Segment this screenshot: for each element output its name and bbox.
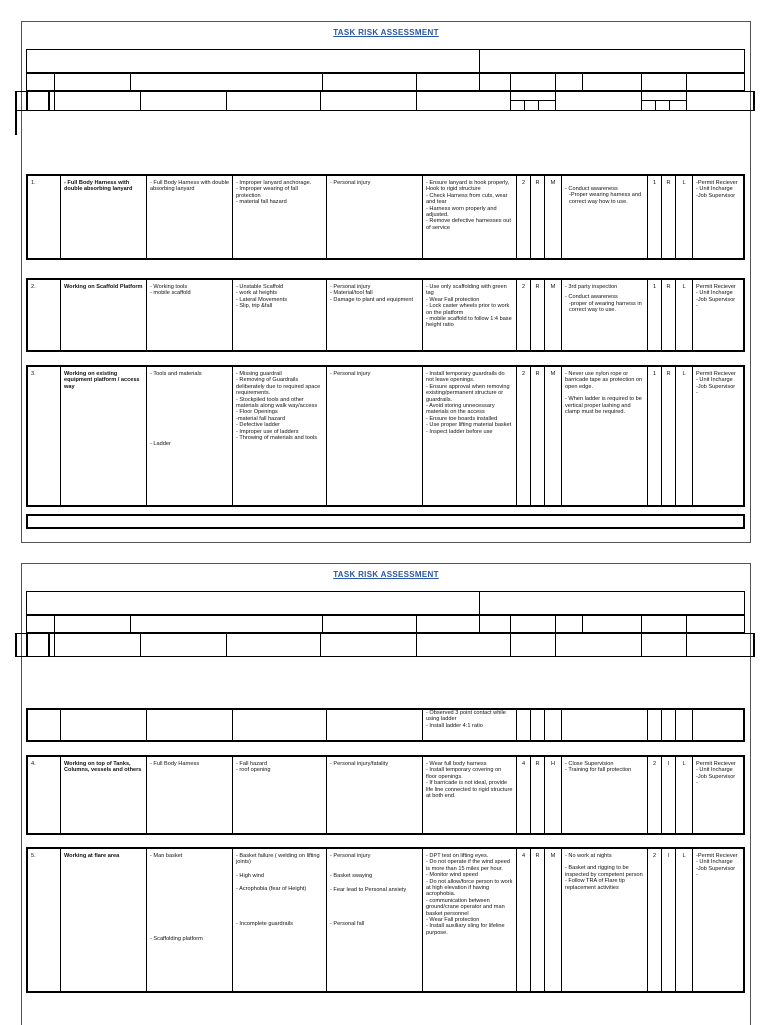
residual-severity-cell: 1: [647, 367, 661, 505]
hazard-row-continued: [26, 708, 745, 742]
severity-cell: 2: [516, 280, 530, 350]
column-header-band: [15, 633, 755, 657]
tools-cell: - Full Body Harness with double absorbing lanyard: [146, 176, 232, 258]
severity-cell: 4: [516, 849, 530, 991]
risk-cell: M: [544, 849, 561, 991]
hazards-cell: - Fall hazard - roof opening: [232, 757, 326, 833]
tools-cell: - Man basket - Scaffolding platform: [146, 849, 232, 991]
severity-cell: 4: [516, 757, 530, 833]
residual-severity-cell: 1: [647, 176, 661, 258]
residual-severity-cell: 1: [647, 280, 661, 350]
hazards-cell: - Improper lanyard anchorage. - Improper wearing of fall protection - material fall hazard: [232, 176, 326, 258]
row-number: 4.: [31, 761, 36, 767]
responsible-cell: Permit Reciever - Unit Incharge -Job Supervisor -: [692, 757, 743, 833]
additional-controls-cell: - Conduct awareness -Proper wearing harness and correct way how to use.: [561, 176, 647, 258]
sheet-footer-box: [26, 514, 745, 529]
hazards-cell: - Unstable Scaffold - work at heights - Lateral Movements - Slip, trip &fall: [232, 280, 326, 350]
consequences-cell: - Personal injury: [326, 176, 422, 258]
row-number: 1.: [31, 180, 36, 186]
header-info-box: [26, 49, 745, 73]
tools-cell: - Working tools - mobile scaffold: [146, 280, 232, 350]
probability-cell: R: [530, 176, 544, 258]
severity-cell: 2: [516, 176, 530, 258]
hazard-row-3: [26, 365, 745, 507]
residual-risk-cell: L: [675, 176, 692, 258]
activity-cell: Working at flare area: [60, 849, 146, 991]
tools-cell: - Full Body Harness: [146, 757, 232, 833]
controls-cell: - Wear full body harness - Install temporary covering on floor openings. - If barricade is not ideal, provide life line connected to rigid structure at both end.: [422, 757, 516, 833]
column-header-band: [15, 91, 755, 111]
additional-controls-cell: - Close Supervision - Training for fall protection: [561, 757, 647, 833]
probability-cell: R: [530, 849, 544, 991]
risk-cell: M: [544, 280, 561, 350]
responsible-cell: Permit Reciever - Unit Incharge -Job Supervisor -: [692, 367, 743, 505]
severity-cell: 2: [516, 367, 530, 505]
residual-severity-cell: 2: [647, 849, 661, 991]
controls-cell: - Observed 3 point contact while using ladder - Install ladder 4:1 ratio: [422, 710, 516, 740]
activity-cell: Working on Scaffold Platform: [60, 280, 146, 350]
residual-risk-cell: L: [675, 280, 692, 350]
probability-cell: R: [530, 367, 544, 505]
header-divider: [479, 591, 480, 615]
consequences-cell: - Personal injury: [326, 367, 422, 505]
hazards-cell: - Basket failure ( welding on lifting joints) - High wind - Acrophobia (fear of Height) - Incomplete guardrails: [232, 849, 326, 991]
tools-cell: - Tools and materials - Ladder: [146, 367, 232, 505]
consequences-cell: - Personal injury - Material/tool fall - Damage to plant and equipment: [326, 280, 422, 350]
activity-cell: Working on existing equipment platform / access way: [60, 367, 146, 505]
hazards-cell: - Missing guardrail - Removing of Guardrails deliberately due to required space requirements. - Stockpiled tools and other materials along walk way/access - Floor Openings -material fall hazard - Defective ladder - Improper use of ladders - Throwing of materials and tools: [232, 367, 326, 505]
additional-controls-cell: - Never use nylon rope or barricade tape as protection on open edge. - When ladder is required to be vertical proper lashing and clamp must be required.: [561, 367, 647, 505]
additional-controls-cell: - No work at nights - Basket and rigging to be inspected by competent person - Follow TRA of Flare tip replacement activities: [561, 849, 647, 991]
residual-probability-cell: I: [661, 757, 675, 833]
header-divider: [479, 49, 480, 73]
risk-cell: H: [544, 757, 561, 833]
residual-risk-cell: L: [675, 849, 692, 991]
controls-cell: - Install temporary guardrails do not leave openings. - Ensure approval when removing existing/permanent structure or guardrails. - Avoid storing unnecessary materials on the access - Ensure toe boards installed - Use proper lifting material basket - Inspect ladder before use: [422, 367, 516, 505]
header-label-band: [26, 73, 745, 91]
activity-cell: - Full Body Harness with double absorbing lanyard: [60, 176, 146, 258]
responsible-cell: -Permit Reciever - Unit Incharge -Job Supervisor: [692, 176, 743, 258]
additional-controls-cell: - 3rd party inspection - Conduct awareness -proper of wearing harness in correct way to use.: [561, 280, 647, 350]
hazard-row-1: [26, 174, 745, 260]
row-number: 2.: [31, 284, 36, 290]
document-title: TASK RISK ASSESSMENT: [333, 570, 439, 579]
consequences-cell: - Personal injury - Basket swaying - Fear lead to Personal anxiety - Personal fall: [326, 849, 422, 991]
row-number: 5.: [31, 853, 36, 859]
risk-cell: M: [544, 176, 561, 258]
risk-cell: M: [544, 367, 561, 505]
document-title: TASK RISK ASSESSMENT: [333, 28, 439, 37]
probability-cell: R: [530, 757, 544, 833]
hazard-row-5: [26, 847, 745, 993]
residual-probability-cell: R: [661, 367, 675, 505]
probability-cell: R: [530, 280, 544, 350]
residual-probability-cell: R: [661, 280, 675, 350]
hazard-row-4: [26, 755, 745, 835]
residual-risk-cell: L: [675, 367, 692, 505]
residual-severity-cell: 2: [647, 757, 661, 833]
controls-cell: - Use only scaffolding with green tag - Wear Fall protection - Lock caster wheels prior to work on the platform - mobile scaffold to follow 1:4 base height ratio: [422, 280, 516, 350]
assessment-sheet-page-2: [21, 563, 751, 1025]
residual-probability-cell: I: [661, 849, 675, 991]
hazard-row-2: [26, 278, 745, 352]
activity-cell: Working on top of Tanks, Columns, vessels and others: [60, 757, 146, 833]
residual-risk-cell: L: [675, 757, 692, 833]
header-label-band: [26, 615, 745, 633]
consequences-cell: - Personal injury/fatality: [326, 757, 422, 833]
responsible-cell: -Permit Reciever - Unit Incharge -Job Supervisor -: [692, 849, 743, 991]
assessment-sheet-page-1: [21, 21, 751, 543]
header-info-box: [26, 591, 745, 615]
row-number: 3.: [31, 371, 36, 377]
responsible-cell: Permit Reciever - Unit Incharge -Job Supervisor -: [692, 280, 743, 350]
residual-probability-cell: R: [661, 176, 675, 258]
controls-cell: - Ensure lanyard is hook properly, Hook to rigid structure - Check Harness from cuts, wear and tear - Harness worn properly and adjusted. - Remove defective harnesses out of service: [422, 176, 516, 258]
controls-cell: - DPT test on lifting eyes. - Do not operate if the wind speed is more than 15 miles per hour. - Monitor wind speed - Do not allow/force person to work at high elevation if having acrophobia. - communication between ground/crane operator and man basket personnel - Wear Fall protection - Install auxiliary sling for lifeline purpose.: [422, 849, 516, 991]
